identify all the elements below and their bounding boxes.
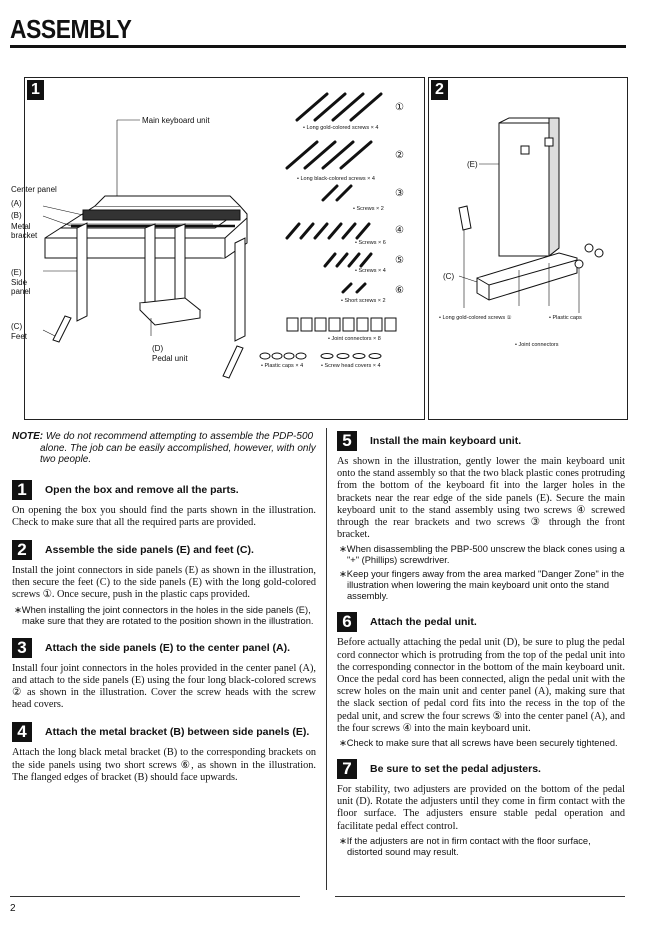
joint-connectors-drawing bbox=[287, 318, 396, 331]
left-column bbox=[12, 431, 316, 784]
section-7 bbox=[337, 759, 625, 858]
section-5-number: 5 bbox=[337, 431, 357, 451]
part-num-4: ④ bbox=[395, 225, 404, 236]
bottom-rule-left bbox=[10, 896, 300, 897]
part-num-6: ⑥ bbox=[395, 285, 404, 296]
part-num-3: ③ bbox=[395, 188, 404, 199]
figure-2-box bbox=[428, 77, 628, 420]
section-2-title: Assemble the side panels (E) and feet (C). bbox=[45, 543, 254, 556]
label-b: (B) bbox=[11, 211, 22, 220]
page-title: ASSEMBLY bbox=[10, 14, 132, 44]
figure-2-illustration bbox=[429, 78, 627, 419]
fig2-caption-connectors: • Joint connectors bbox=[515, 342, 559, 348]
section-2-body: Install the joint connectors in side panels (E) as shown in the illustration, then secure the feet (C) to the side panels (E) with the long gold-colored screws ①. Once secure, push in the plastic caps provided. bbox=[12, 564, 316, 601]
side-panel-left-drawing bbox=[77, 223, 87, 321]
fig2-caption-screws: • Long gold-colored screws ① bbox=[439, 315, 512, 321]
part-caption-2: • Long black-colored screws × 4 bbox=[297, 176, 375, 182]
screws-5-drawing bbox=[325, 254, 371, 266]
section-1-title: Open the box and remove all the parts. bbox=[45, 483, 239, 496]
title-rule bbox=[10, 45, 626, 48]
label-c: (C) bbox=[11, 322, 23, 331]
center-panel-drawing bbox=[83, 210, 240, 220]
section-6 bbox=[337, 612, 625, 749]
label-side-panel: Side panel bbox=[11, 278, 31, 296]
section-3-number: 3 bbox=[12, 638, 32, 658]
section-4 bbox=[12, 722, 316, 784]
label-main-keyboard-unit: Main keyboard unit bbox=[142, 116, 210, 125]
label-feet: Feet bbox=[11, 332, 28, 341]
feet-right-drawing bbox=[223, 346, 243, 378]
part-caption-5: • Screws × 4 bbox=[355, 268, 386, 274]
part-num-1: ① bbox=[395, 102, 404, 113]
column-divider bbox=[326, 428, 327, 890]
short-screws-drawing bbox=[343, 284, 365, 292]
part-caption-8: • Plastic caps × 4 bbox=[261, 363, 304, 369]
section-7-title: Be sure to set the pedal adjusters. bbox=[370, 763, 541, 776]
long-gold-screws-drawing bbox=[297, 94, 381, 120]
label-e: (E) bbox=[11, 268, 22, 277]
long-black-screws-drawing bbox=[287, 142, 371, 168]
section-5-note-1: ∗When disassembling the PBP-500 unscrew the black cones using a "+" (Phillips) screwdriver. bbox=[339, 544, 625, 566]
section-4-title: Attach the metal bracket (B) between side panels (E). bbox=[45, 726, 310, 739]
section-5-title: Install the main keyboard unit. bbox=[370, 435, 522, 447]
part-caption-1: • Long gold-colored screws × 4 bbox=[303, 125, 379, 131]
section-5-body: As shown in the illustration, gently lower the main keyboard unit onto the stand assembly so that the two black plastic cones protruding from the bottom of the keyboard fit into the larger holes in the brackets near the rear edge of the side panels (E). Secure the main keyboard unit to the stand assembly using two screws ④ screwed through the rear brackets and two screws ③ through the front bracket. bbox=[337, 456, 625, 541]
part-caption-4: • Screws × 6 bbox=[355, 240, 386, 246]
section-1-number: 1 bbox=[12, 480, 32, 500]
section-7-number: 7 bbox=[337, 759, 357, 779]
label-metal-bracket: Metal bracket bbox=[11, 222, 38, 240]
section-4-number: 4 bbox=[12, 722, 32, 742]
fig2-label-e: (E) bbox=[467, 160, 478, 169]
figure-1-box bbox=[11, 77, 425, 420]
section-5 bbox=[337, 431, 625, 602]
part-num-5: ⑤ bbox=[395, 255, 404, 266]
part-caption-6: • Short screws × 2 bbox=[341, 298, 386, 304]
section-6-note-1: ∗Check to make sure that all screws have been securely tightened. bbox=[339, 738, 618, 749]
right-column bbox=[337, 431, 625, 858]
section-1-body: On opening the box you should find the parts shown in the illustration. Check to make sure that all the required parts are provided. bbox=[12, 504, 316, 528]
feet-drawing bbox=[53, 316, 71, 342]
screws-4-drawing bbox=[287, 224, 369, 238]
note-block bbox=[12, 431, 316, 466]
fig2-label-c: (C) bbox=[443, 272, 455, 281]
section-2-number: 2 bbox=[12, 540, 32, 560]
fig2-caption-caps: • Plastic caps bbox=[549, 315, 582, 321]
section-6-title: Attach the pedal unit. bbox=[370, 616, 477, 629]
plastic-caps-drawing bbox=[260, 353, 306, 359]
section-3-title: Attach the side panels (E) to the center panel (A). bbox=[45, 641, 291, 654]
section-1 bbox=[12, 480, 316, 529]
part-num-2: ② bbox=[395, 150, 404, 161]
section-5-note-2: ∗Keep your fingers away from the area marked "Danger Zone" in the illustration when lowering the main keyboard unit onto the stand assembly. bbox=[339, 569, 625, 602]
figure-1-badge: 1 bbox=[27, 80, 44, 100]
section-2 bbox=[12, 540, 316, 627]
section-7-body: For stability, two adjusters are provided on the bottom of the pedal unit (D). Rotate the adjusters until they come in firm contact with the floor surface. The adjusters ensure stable pedal operation and facilitate pedal effect control. bbox=[337, 784, 625, 832]
part-caption-7: • Joint connectors × 8 bbox=[328, 336, 381, 342]
part-caption-3: • Screws × 2 bbox=[353, 206, 384, 212]
section-3-body: Install four joint connectors in the holes provided in the center panel (A), and attach to the side panels (E) using the four long black-colored screws ② as shown in the illustration. Cover the screw heads with the screw head covers. bbox=[12, 662, 316, 711]
label-a: (A) bbox=[11, 199, 22, 208]
note-label: NOTE: bbox=[12, 431, 44, 442]
section-4-body: Attach the long black metal bracket (B) to the corresponding brackets on the side panels using two short screws ⑥, as shown in the illustration. The flanged edges of bracket (B) should face upwards. bbox=[12, 747, 316, 783]
section-3 bbox=[12, 638, 316, 712]
screw-head-covers-drawing bbox=[321, 354, 381, 359]
note-text: We do not recommend attempting to assemble the PDP-500 alone. The job can be easily accomplished, however, with only two people. bbox=[40, 431, 316, 465]
bottom-rule-right bbox=[335, 896, 625, 897]
side-panel-right-drawing bbox=[235, 238, 245, 341]
part-caption-9: • Screw head covers × 4 bbox=[321, 363, 381, 369]
label-center-panel: Center panel bbox=[11, 185, 57, 194]
section-2-note-1: ∗When installing the joint connectors in the holes in the side panels (E), make sure that they are rotated to the position shown in the illustration. bbox=[14, 604, 314, 626]
section-7-note-1: ∗If the adjusters are not in firm contact with the floor surface, distorted sound may result. bbox=[339, 835, 591, 857]
screws-3-drawing bbox=[323, 186, 351, 200]
section-6-number: 6 bbox=[337, 612, 357, 632]
figure-2-badge: 2 bbox=[431, 80, 448, 100]
label-d: (D) bbox=[152, 344, 164, 353]
section-6-body: Before actually attaching the pedal unit (D), be sure to plug the pedal cord connector which is protruding from the top of the pedal unit into the corresponding connector in the bottom of the main keyboard unit. Once the pedal cord has been connected, align the pedal unit with the screw holes on the main unit and center panel (A), making sure that the slack section of pedal cord fits into the recess in the top of the pedal unit, and screw the four screws ⑤ into the center panel (A), and the four screws ④ into the main keyboard unit. bbox=[337, 637, 626, 734]
label-pedal-unit: Pedal unit bbox=[152, 354, 188, 363]
page-number: 2 bbox=[10, 903, 16, 914]
